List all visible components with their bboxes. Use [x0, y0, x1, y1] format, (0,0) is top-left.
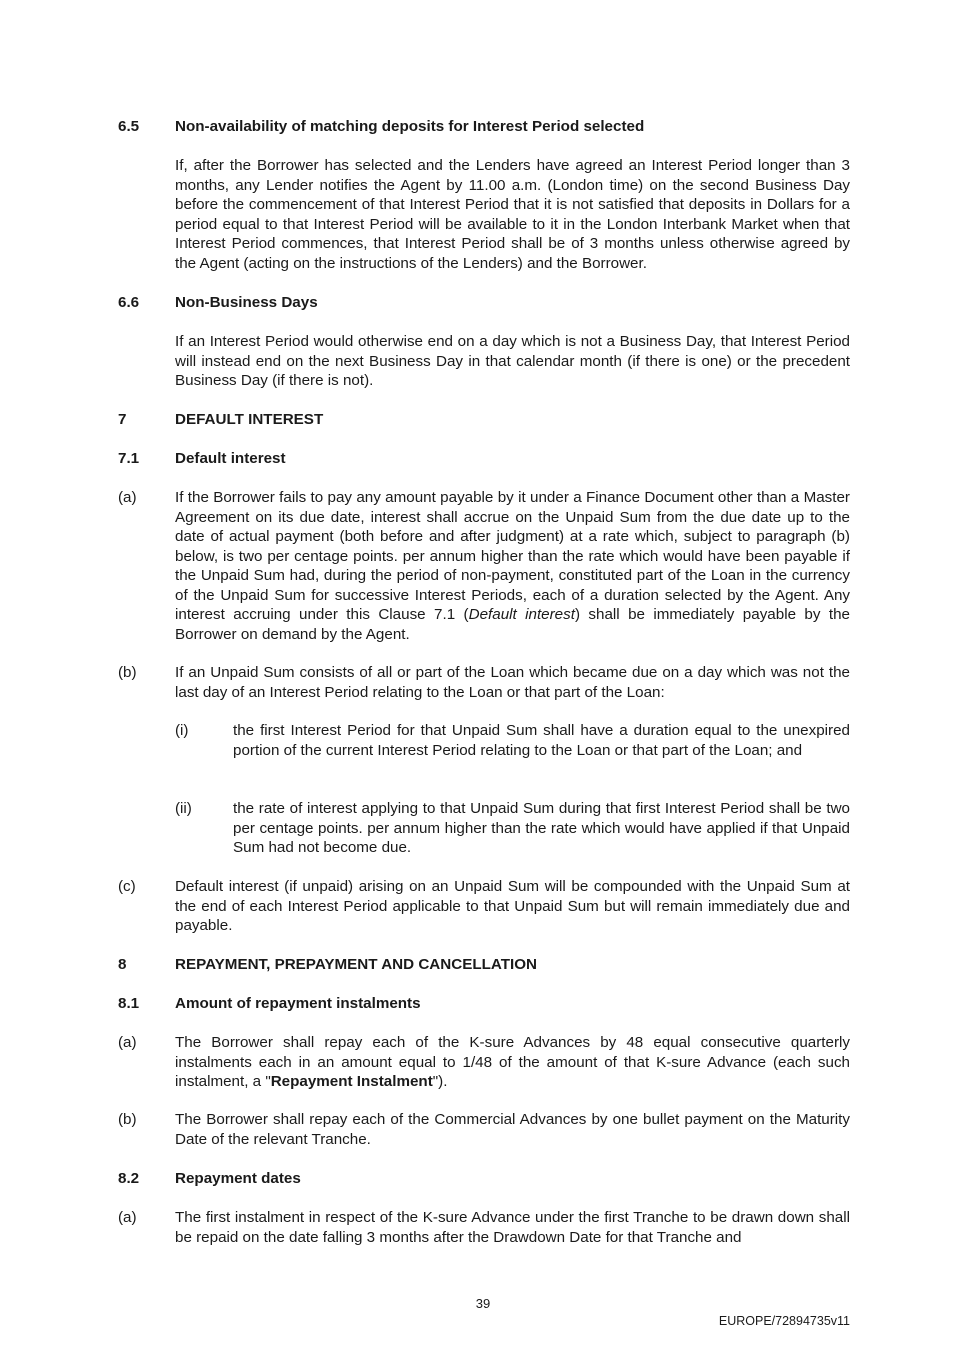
paragraph-text: If, after the Borrower has selected and the Lenders have agreed an Interest Period longer than 3 months, any Lender notifies the Agent by 11.00 a.m. (London time) on the second Business Day before the commencement of that Interest Period that it is not satisfied that deposits in Dollars for a period equal to that Interest Period will be available to it in the London Interbank Market when that Interest Period commences, that Interest Period shall be of 3 months unless otherwise agreed by the Agent (acting on the instructions of the Lenders) and the Borrower. [175, 157, 850, 272]
clause-number: 7 [118, 411, 127, 428]
item-label: (a) [118, 489, 137, 506]
page-number: 39 [475, 1296, 491, 1311]
section-number: 8.1 [118, 995, 140, 1012]
clause-title: DEFAULT INTEREST [175, 411, 324, 428]
section-title: Amount of repayment instalments [175, 995, 421, 1012]
section-title: Non-availability of matching deposits for Interest Period selected [175, 118, 645, 135]
paragraph-text: If an Unpaid Sum consists of all or part of the Loan which became due on a day which was not the last day of an Interest Period relating to the Loan or that part of the Loan: [175, 664, 850, 701]
section-title: Repayment dates [175, 1170, 301, 1187]
paragraph-text: The first instalment in respect of the K-sure Advance under the first Tranche to be drawn down shall be repaid on the date falling 3 months after the Drawdown Date for that Tranche and [175, 1209, 850, 1246]
paragraph-text: Default interest (if unpaid) arising on an Unpaid Sum will be compounded with the Unpaid Sum at the end of each Interest Period applicable to that Unpaid Sum but will remain immediately due and payable. [175, 878, 850, 934]
item-label: (b) [118, 664, 137, 681]
section-number: 6.5 [118, 118, 140, 135]
paragraph-text: If an Interest Period would otherwise end on a day which is not a Business Day, that Interest Period will instead end on the next Business Day in that calendar month (if there is one) or the precedent Business Day (if there is not). [175, 333, 850, 389]
item-label: (i) [175, 722, 189, 739]
paragraph-text: If the Borrower fails to pay any amount payable by it under a Finance Document other than a Master Agreement on its due date, interest shall accrue on the Unpaid Sum from the due date up to the date of actual payment (both before and after judgment) at a rate which, subject to paragraph (b) below, is two per centage points. per annum higher than the rate which would have been payable if the Unpaid Sum had, during the period of non-payment, constituted part of the Loan in the currency of the Unpaid Sum for successive Interest Periods, each of a duration selected by the Agent. Any interest accruing under this Clause 7.1 (Default interest) shall be immediately payable by the Borrower on demand by the Agent. [175, 489, 850, 643]
section-title: Non-Business Days [175, 294, 318, 311]
clause-number: 8 [118, 956, 127, 973]
defined-term-bold: Repayment Instalment [270, 1073, 433, 1090]
paragraph-text: The Borrower shall repay each of the Commercial Advances by one bullet payment on the Maturity Date of the relevant Tranche. [175, 1111, 850, 1148]
item-label: (c) [118, 878, 136, 895]
item-label: (a) [118, 1034, 137, 1051]
section-title: Default interest [175, 450, 286, 467]
paragraph-text: The Borrower shall repay each of the K-sure Advances by 48 equal consecutive quarterly instalments each in an amount equal to 1/48 of the amount of that K-sure Advance (each such instalment, a "Repayment Instalment"). [175, 1034, 850, 1090]
clause-reference-italic: Default interest [468, 606, 575, 623]
item-label: (b) [118, 1111, 137, 1128]
section-number: 7.1 [118, 450, 140, 467]
item-label: (ii) [175, 800, 192, 817]
section-number: 8.2 [118, 1170, 140, 1187]
section-number: 6.6 [118, 294, 140, 311]
clause-title: REPAYMENT, PREPAYMENT AND CANCELLATION [175, 956, 537, 973]
paragraph-text: the first Interest Period for that Unpaid Sum shall have a duration equal to the unexpired portion of the current Interest Period relating to the Loan or that part of the Loan; and [233, 722, 850, 759]
paragraph-text: the rate of interest applying to that Unpaid Sum during that first Interest Period shall be two per centage points. per annum higher than the rate which would have applied if that Unpaid Sum had not become due. [233, 800, 850, 856]
document-reference: EUROPE/72894735v11 [718, 1314, 850, 1328]
item-label: (a) [118, 1209, 137, 1226]
